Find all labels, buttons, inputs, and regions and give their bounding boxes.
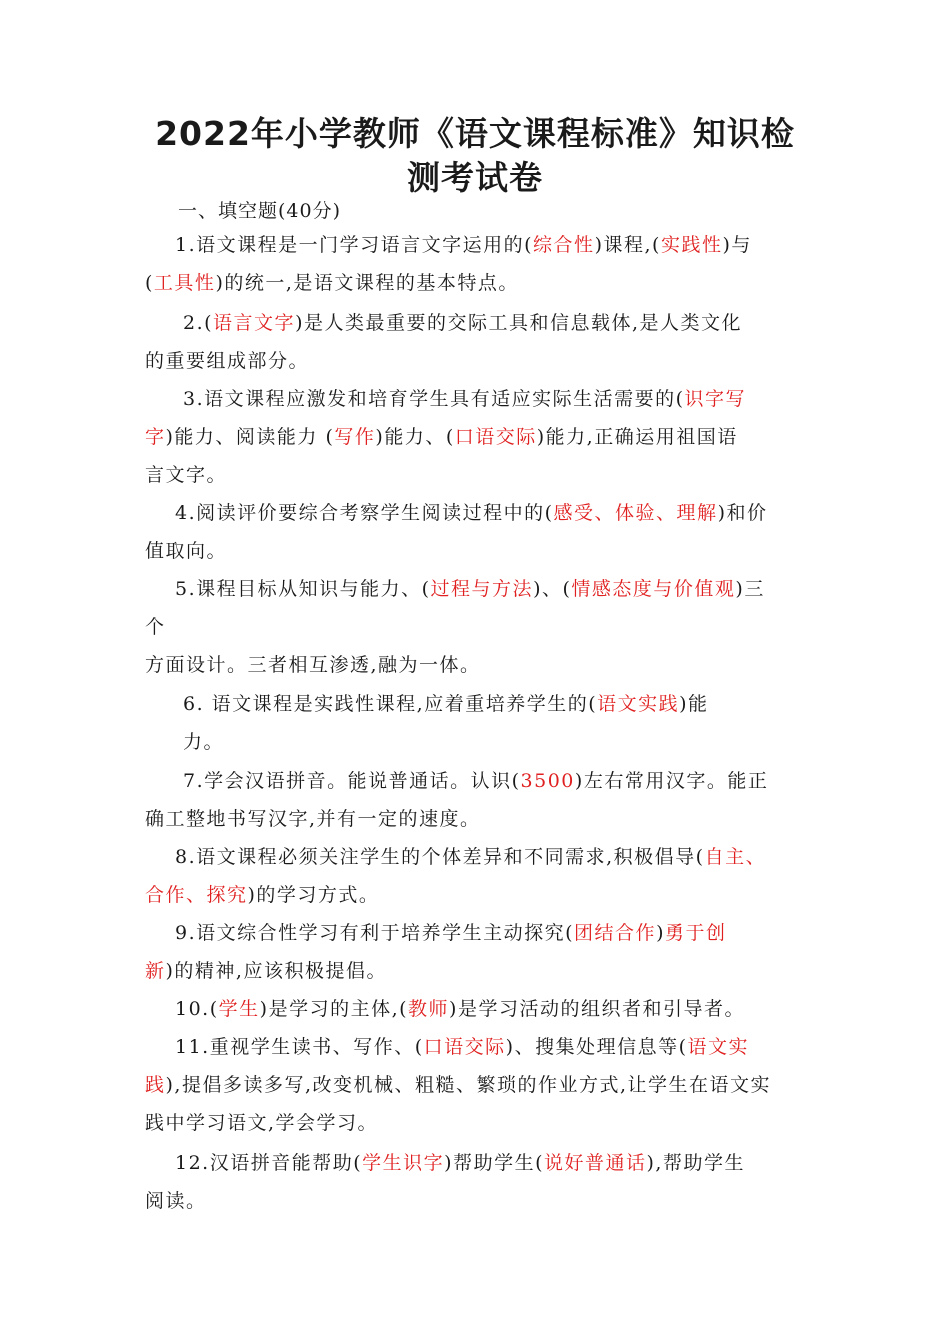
answer-text: 写作 (334, 426, 376, 448)
answer-text: 口语交际 (454, 426, 537, 448)
question-text: )能力、( (375, 426, 455, 448)
question-line (145, 1104, 810, 1142)
question-text: 值取向。 (145, 540, 228, 562)
question-text: 4.阅读评价要综合考察学生阅读过程中的( (175, 502, 554, 524)
question-line (145, 380, 810, 418)
question-line (145, 685, 810, 723)
question-line (145, 762, 810, 800)
answer-text: 语文实 (687, 1036, 749, 1058)
question-text: 11.重视学生读书、写作、( (175, 1036, 424, 1058)
question-line (145, 914, 810, 952)
question-line (145, 1066, 810, 1104)
answer-text: 说好普通话 (543, 1152, 647, 1174)
question-9 (145, 914, 810, 990)
question-text: ) (656, 922, 665, 944)
question-line (145, 608, 810, 646)
question-line (145, 494, 810, 532)
question-text: )能力,正确运用祖国语 (536, 426, 738, 448)
question-line (145, 990, 810, 1028)
answer-text: 新 (145, 960, 166, 982)
question-11 (145, 1028, 810, 1142)
answer-text: 情感态度与价值观 (571, 578, 736, 600)
answer-text: 学生识字 (362, 1152, 445, 1174)
question-line (145, 952, 810, 990)
question-1 (145, 226, 810, 302)
question-line (145, 723, 810, 761)
question-line (145, 304, 810, 342)
answer-text: 口语交际 (423, 1036, 506, 1058)
answer-text: 字 (145, 426, 166, 448)
answer-text: 识字写 (684, 388, 747, 410)
question-10 (145, 990, 810, 1028)
question-text: )、搜集处理信息等( (505, 1036, 688, 1058)
question-text: )左右常用汉字。能正 (574, 770, 769, 792)
answer-text: 践 (145, 1074, 166, 1096)
answer-text: 团结合作 (574, 922, 657, 944)
question-text: )帮助学生( (444, 1152, 544, 1174)
question-text: 5.课程目标从知识与能力、( (175, 578, 431, 600)
answer-text: 教师 (408, 998, 450, 1020)
question-text: 践中学习语文,学会学习。 (145, 1112, 379, 1134)
question-line (145, 1182, 810, 1220)
question-line (145, 532, 810, 570)
question-text: 8.语文课程必须关注学生的个体差异和不同需求,积极倡导( (175, 846, 705, 868)
question-line (145, 800, 810, 838)
question-text: )课程,( (594, 234, 661, 256)
question-text: 3.语文课程应激发和培育学生具有适应实际生活需要的( (183, 388, 685, 410)
question-text: )是人类最重要的交际工具和信息载体,是人类文化 (295, 312, 743, 334)
answer-text: 学生 (218, 998, 260, 1020)
question-text: 力。 (183, 731, 225, 753)
document-title (120, 112, 830, 200)
question-3 (145, 380, 810, 494)
question-5 (145, 570, 810, 684)
question-text: 1.语文课程是一门学习语言文字运用的( (175, 234, 534, 256)
answer-text: 综合性 (533, 234, 595, 256)
answer-text: 语文实践 (597, 693, 680, 715)
answer-text: 感受、体验、理解 (553, 502, 718, 524)
question-text: )三 (735, 578, 765, 600)
question-text: 7.学会汉语拼音。能说普通话。认识( (183, 770, 521, 792)
question-text: 9.语文综合性学习有利于培养学生主动探究( (175, 922, 575, 944)
question-line (145, 838, 810, 876)
answer-text: 勇于创 (664, 922, 727, 944)
question-text: ),提倡多读多写,改变机械、粗糙、繁琐的作业方式,让学生在语文实 (165, 1074, 772, 1096)
question-text: ( (145, 272, 154, 294)
title-line-2: 测考试卷 (407, 158, 543, 197)
question-text: )是学习活动的组织者和引导者。 (449, 998, 745, 1020)
question-text: 的重要组成部分。 (145, 350, 310, 372)
question-text: )的统一,是语文课程的基本特点。 (215, 272, 519, 294)
question-text: )是学习的主体,( (259, 998, 409, 1020)
question-text: )能 (679, 693, 709, 715)
question-6 (145, 685, 810, 761)
question-text: 言文字。 (145, 464, 228, 486)
question-text: )与 (722, 234, 752, 256)
question-2 (145, 304, 810, 380)
question-12 (145, 1144, 810, 1220)
question-text: 个 (145, 616, 166, 638)
title-line-1: 2022年小学教师《语文课程标准》知识检 (155, 114, 795, 153)
question-line (145, 342, 810, 380)
question-text: 10.( (175, 998, 219, 1020)
answer-text: 3500 (520, 770, 575, 792)
question-text: )和价 (717, 502, 768, 524)
section-heading: 一、填空题(40分) (178, 200, 342, 222)
question-text: 方面设计。三者相互渗透,融为一体。 (145, 654, 481, 676)
question-line (145, 418, 810, 456)
question-text: 阅读。 (145, 1190, 207, 1212)
answer-text: 自主、 (704, 846, 767, 868)
question-line (145, 264, 810, 302)
question-line (145, 1144, 810, 1182)
question-text: 确工整地书写汉字,并有一定的速度。 (145, 808, 481, 830)
answer-text: 工具性 (153, 272, 216, 294)
question-text: ),帮助学生 (646, 1152, 745, 1174)
question-line (145, 876, 810, 914)
answer-text: 合作、探究 (145, 884, 248, 906)
answer-text: 实践性 (660, 234, 723, 256)
question-text: )的精神,应该积极提倡。 (165, 960, 387, 982)
question-line (145, 646, 810, 684)
question-text: 6. 语文课程是实践性课程,应着重培养学生的( (183, 693, 598, 715)
question-8 (145, 838, 810, 914)
answer-text: 过程与方法 (430, 578, 534, 600)
question-line (145, 456, 810, 494)
question-text: 12.汉语拼音能帮助( (175, 1152, 363, 1174)
question-4 (145, 494, 810, 570)
question-text: )的学习方式。 (247, 884, 380, 906)
question-7 (145, 762, 810, 838)
question-text: )、( (533, 578, 572, 600)
question-text: 2.( (183, 312, 214, 334)
question-line (145, 570, 810, 608)
question-line (145, 226, 810, 264)
question-line (145, 1028, 810, 1066)
question-text: )能力、阅读能力 ( (165, 426, 335, 448)
answer-text: 语言文字 (213, 312, 296, 334)
